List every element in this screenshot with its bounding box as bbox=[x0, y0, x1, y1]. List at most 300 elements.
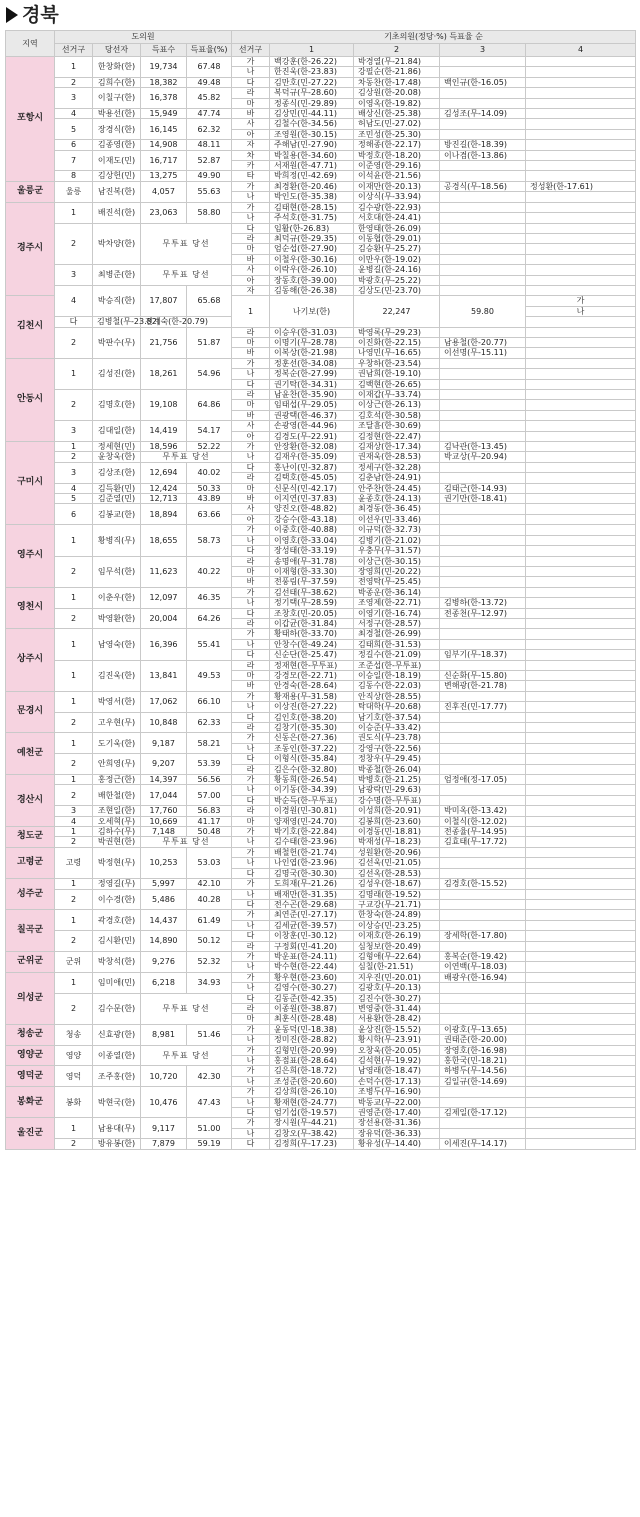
provincial-rate: 51.46 bbox=[187, 1024, 232, 1045]
candidate-cell bbox=[526, 77, 636, 87]
basic-district: 가 bbox=[232, 972, 270, 982]
provincial-winner: 이수경(한) bbox=[93, 889, 141, 910]
provincial-rate: 56.83 bbox=[187, 806, 232, 816]
candidate-cell bbox=[526, 233, 636, 243]
candidate-cell bbox=[526, 317, 636, 327]
basic-district: 가 bbox=[232, 951, 270, 961]
candidate-cell: 서재원(한-47.71) bbox=[270, 161, 354, 171]
provincial-winner: 방유봉(한) bbox=[93, 1139, 141, 1149]
candidate-cell: 임활(한-26.83) bbox=[270, 223, 354, 233]
candidate-cell bbox=[526, 171, 636, 181]
candidate-cell: 김수광(한-22.93) bbox=[354, 202, 440, 212]
candidate-cell: 양진오(한-48.82) bbox=[270, 504, 354, 514]
provincial-winner: 박용선(한) bbox=[93, 109, 141, 119]
provincial-district: 1 bbox=[55, 358, 93, 389]
provincial-winner: 김성진(한) bbox=[93, 358, 141, 389]
candidate-cell bbox=[440, 254, 526, 264]
candidate-cell bbox=[526, 681, 636, 691]
candidate-cell bbox=[440, 390, 526, 400]
candidate-cell: 서정구(한-28.57) bbox=[354, 618, 440, 628]
region-name: 영주시 bbox=[6, 525, 55, 587]
provincial-winner: 장경식(한) bbox=[93, 119, 141, 140]
candidate-cell bbox=[526, 337, 636, 347]
provincial-winner: 김상조(한) bbox=[93, 462, 141, 483]
table-row bbox=[6, 910, 636, 920]
candidate-cell bbox=[526, 847, 636, 857]
candidate-cell bbox=[526, 577, 636, 587]
table-row bbox=[6, 462, 636, 472]
basic-district: 아 bbox=[232, 431, 270, 441]
table-row bbox=[6, 660, 636, 670]
provincial-winner: 김시환(민) bbox=[93, 931, 141, 952]
candidate-cell: 신문식(민-42.17) bbox=[270, 483, 354, 493]
region-name: 영천시 bbox=[6, 587, 55, 629]
candidate-cell bbox=[526, 962, 636, 972]
candidate-cell: 강필순(한-21.86) bbox=[354, 67, 440, 77]
candidate-cell bbox=[440, 379, 526, 389]
provincial-rate: 43.89 bbox=[187, 494, 232, 504]
candidate-cell: 조영제(한-22.71) bbox=[354, 598, 440, 608]
candidate-cell bbox=[440, 410, 526, 420]
provincial-votes: 16,396 bbox=[141, 629, 187, 660]
basic-district: 다 bbox=[232, 77, 270, 87]
table-row bbox=[6, 733, 636, 743]
provincial-votes: 9,276 bbox=[141, 951, 187, 972]
candidate-cell: 백강훈(한-26.22) bbox=[270, 57, 354, 67]
region-name: 경주시 bbox=[6, 202, 55, 296]
region-name: 포항시 bbox=[6, 57, 55, 182]
candidate-cell: 김상원(한-20.08) bbox=[354, 88, 440, 98]
provincial-district: 2 bbox=[55, 327, 93, 358]
provincial-district: 2 bbox=[55, 390, 93, 421]
provincial-votes: 13,841 bbox=[141, 660, 187, 691]
candidate-cell bbox=[526, 889, 636, 899]
basic-district: 마 bbox=[232, 98, 270, 108]
provincial-district: 군위 bbox=[55, 951, 93, 972]
provincial-rate: 46.35 bbox=[187, 587, 232, 608]
provincial-rate: 56.56 bbox=[187, 775, 232, 785]
basic-district: 가 bbox=[232, 775, 270, 785]
provincial-winner: 한창화(한) bbox=[93, 57, 141, 78]
candidate-cell: 이규덕(한-32.73) bbox=[354, 525, 440, 535]
candidate-cell: 이만우(한-19.02) bbox=[354, 254, 440, 264]
basic-district: 라 bbox=[232, 723, 270, 733]
basic-district: 가 bbox=[232, 202, 270, 212]
candidate-cell: 이승일(한-18.19) bbox=[354, 670, 440, 680]
candidate-cell: 남용철(한-20.77) bbox=[440, 337, 526, 347]
provincial-rate: 52.87 bbox=[187, 150, 232, 171]
provincial-district: 4 bbox=[55, 109, 93, 119]
candidate-cell bbox=[440, 535, 526, 545]
candidate-cell bbox=[526, 1139, 636, 1149]
table-row bbox=[6, 202, 636, 212]
table-row bbox=[6, 754, 636, 764]
candidate-cell: 김제일(한-17.12) bbox=[440, 1108, 526, 1118]
provincial-district: 2 bbox=[55, 556, 93, 587]
candidate-cell: 권도식(무-23.78) bbox=[354, 733, 440, 743]
candidate-cell bbox=[440, 983, 526, 993]
region-name: 문경시 bbox=[6, 691, 55, 733]
header-winner: 당선자 bbox=[93, 44, 141, 57]
provincial-district: 1 bbox=[55, 629, 93, 660]
basic-district: 사 bbox=[232, 265, 270, 275]
basic-district: 다 bbox=[232, 223, 270, 233]
candidate-cell: 황우현(한-23.60) bbox=[270, 972, 354, 982]
candidate-cell: 구교강(무-21.71) bbox=[354, 899, 440, 909]
basic-district: 다 bbox=[232, 608, 270, 618]
candidate-cell: 박재성(무-18.23) bbox=[354, 837, 440, 847]
candidate-cell: 이준영(한-29.16) bbox=[354, 161, 440, 171]
region-name: 울진군 bbox=[6, 1118, 55, 1149]
provincial-votes: 10,720 bbox=[141, 1066, 187, 1087]
region-name: 구미시 bbox=[6, 442, 55, 525]
page-title bbox=[0, 0, 640, 30]
candidate-cell: 권영준(한-17.40) bbox=[354, 1108, 440, 1118]
candidate-cell bbox=[526, 67, 636, 77]
candidate-cell: 황재용(무-31.58) bbox=[270, 691, 354, 701]
table-row bbox=[6, 140, 636, 150]
candidate-cell bbox=[526, 868, 636, 878]
basic-district: 마 bbox=[232, 816, 270, 826]
provincial-winner: 고우현(무) bbox=[93, 712, 141, 733]
provincial-rate: 53.39 bbox=[187, 754, 232, 775]
provincial-winner: 배한철(한) bbox=[93, 785, 141, 806]
basic-district: 라 bbox=[232, 618, 270, 628]
candidate-cell: 백인규(한-16.05) bbox=[440, 77, 526, 87]
candidate-cell: 이창훈(민-30.12) bbox=[270, 931, 354, 941]
provincial-district: 5 bbox=[55, 494, 93, 504]
region-name: 영덕군 bbox=[6, 1066, 55, 1087]
basic-district: 가 bbox=[232, 733, 270, 743]
provincial-winner: 박영서(한) bbox=[93, 691, 141, 712]
candidate-cell bbox=[526, 379, 636, 389]
candidate-cell bbox=[526, 285, 636, 295]
basic-district: 라 bbox=[232, 233, 270, 243]
basic-district: 가 bbox=[232, 1087, 270, 1097]
provincial-winner: 최병준(한) bbox=[93, 265, 141, 286]
candidate-cell: 장선용(한-31.36) bbox=[354, 1118, 440, 1128]
provincial-votes: 9,187 bbox=[141, 733, 187, 754]
basic-district: 나 bbox=[232, 858, 270, 868]
candidate-cell: 김창오(무-38.42) bbox=[270, 1128, 354, 1138]
candidate-cell: 최경철(한-26.99) bbox=[354, 629, 440, 639]
candidate-cell bbox=[526, 358, 636, 368]
candidate-cell: 김형민(한-20.99) bbox=[270, 1045, 354, 1055]
candidate-cell bbox=[440, 785, 526, 795]
provincial-votes: 16,717 bbox=[141, 150, 187, 171]
candidate-cell bbox=[440, 192, 526, 202]
candidate-cell: 이철우(한-30.16) bbox=[270, 254, 354, 264]
provincial-votes: 14,437 bbox=[141, 910, 187, 931]
candidate-cell bbox=[526, 920, 636, 930]
candidate-cell: 조달흠(한-30.69) bbox=[354, 421, 440, 431]
candidate-cell: 한영태(한-26.09) bbox=[354, 223, 440, 233]
candidate-cell: 이성희(한-20.91) bbox=[354, 806, 440, 816]
basic-district: 마 bbox=[232, 244, 270, 254]
candidate-cell bbox=[526, 629, 636, 639]
provincial-winner: 도기욱(한) bbox=[93, 733, 141, 754]
candidate-cell: 이갑균(한-31.84) bbox=[270, 618, 354, 628]
provincial-votes: 6,218 bbox=[141, 972, 187, 993]
provincial-winner: 임무석(한) bbox=[93, 556, 141, 587]
candidate-cell bbox=[526, 587, 636, 597]
candidate-cell bbox=[526, 1056, 636, 1066]
basic-district: 바 bbox=[232, 348, 270, 358]
basic-district: 나 bbox=[526, 306, 636, 316]
candidate-cell: 조병두(무-16.90) bbox=[354, 1087, 440, 1097]
provincial-votes: 17,760 bbox=[141, 806, 187, 816]
provincial-winner: 김상헌(민) bbox=[93, 171, 141, 181]
provincial-district: 7 bbox=[55, 150, 93, 171]
candidate-cell: 김낙관(한-13.45) bbox=[440, 442, 526, 452]
table-row bbox=[6, 837, 636, 847]
candidate-cell: 나영민(무-16.65) bbox=[354, 348, 440, 358]
candidate-cell bbox=[440, 754, 526, 764]
candidate-cell bbox=[526, 119, 636, 129]
candidate-cell bbox=[526, 1066, 636, 1076]
candidate-cell bbox=[526, 566, 636, 576]
candidate-cell: 나인엽(한-23.96) bbox=[270, 858, 354, 868]
candidate-cell: 임부기(무-18.37) bbox=[440, 650, 526, 660]
uncontested-label: 무투표 당선 bbox=[141, 265, 232, 286]
candidate-cell bbox=[440, 421, 526, 431]
provincial-winner: 안희영(무) bbox=[93, 754, 141, 775]
provincial-rate: 64.26 bbox=[187, 608, 232, 629]
candidate-cell bbox=[526, 254, 636, 264]
candidate-cell: 탁대학(무-20.68) bbox=[354, 702, 440, 712]
basic-district: 가 bbox=[232, 587, 270, 597]
candidate-cell: 김광호(무-20.13) bbox=[354, 983, 440, 993]
candidate-cell: 신순단(한-25.47) bbox=[270, 650, 354, 660]
provincial-votes: 17,807 bbox=[141, 285, 187, 316]
candidate-cell bbox=[526, 483, 636, 493]
provincial-district: 1 bbox=[55, 775, 93, 785]
basic-district: 마 bbox=[232, 400, 270, 410]
provincial-winner: 박정현(무) bbox=[93, 847, 141, 878]
provincial-votes: 19,108 bbox=[141, 390, 187, 421]
candidate-cell bbox=[526, 410, 636, 420]
basic-district: 마 bbox=[232, 337, 270, 347]
candidate-cell: 권태준(한-20.00) bbox=[440, 1035, 526, 1045]
basic-district: 라 bbox=[232, 806, 270, 816]
basic-district: 가 bbox=[232, 57, 270, 67]
candidate-cell: 김태근(한-14.93) bbox=[440, 483, 526, 493]
provincial-winner: 김진욱(한) bbox=[93, 660, 141, 691]
candidate-cell bbox=[526, 764, 636, 774]
candidate-cell: 김춘남(한-24.91) bbox=[354, 473, 440, 483]
table-row bbox=[6, 972, 636, 982]
provincial-district: 3 bbox=[55, 806, 93, 816]
candidate-cell: 이상승(민-23.25) bbox=[354, 920, 440, 930]
candidate-cell: 윤종호(한-24.13) bbox=[354, 494, 440, 504]
provincial-district: 2 bbox=[55, 754, 93, 775]
region-name: 청송군 bbox=[6, 1024, 55, 1045]
candidate-cell: 홍난이(민-32.87) bbox=[270, 462, 354, 472]
candidate-cell bbox=[440, 889, 526, 899]
candidate-cell: 이지연(민-37.83) bbox=[270, 494, 354, 504]
provincial-district: 2 bbox=[55, 608, 93, 629]
provincial-winner: 박승직(한) bbox=[93, 285, 141, 316]
provincial-district: 1 bbox=[55, 972, 93, 993]
provincial-votes: 18,894 bbox=[141, 504, 187, 525]
provincial-winner: 김종영(한) bbox=[93, 140, 141, 150]
provincial-rate: 50.33 bbox=[187, 483, 232, 493]
provincial-rate: 53.03 bbox=[187, 847, 232, 878]
candidate-cell: 이복상(한-21.98) bbox=[270, 348, 354, 358]
candidate-cell bbox=[526, 723, 636, 733]
candidate-cell bbox=[440, 285, 526, 295]
candidate-cell bbox=[526, 442, 636, 452]
candidate-cell: 정미진(한-28.82) bbox=[270, 1035, 354, 1045]
candidate-cell: 김은희(한-18.72) bbox=[270, 1066, 354, 1076]
candidate-cell bbox=[526, 390, 636, 400]
candidate-cell bbox=[526, 275, 636, 285]
candidate-cell: 신순화(무-15.80) bbox=[440, 670, 526, 680]
candidate-cell bbox=[526, 639, 636, 649]
provincial-votes: 8,981 bbox=[141, 1024, 187, 1045]
candidate-cell bbox=[526, 473, 636, 483]
candidate-cell: 권기탁(한-34.31) bbox=[270, 379, 354, 389]
basic-district: 다 bbox=[232, 462, 270, 472]
candidate-cell: 장영호(한-16.98) bbox=[440, 1045, 526, 1055]
basic-district: 가 bbox=[232, 1024, 270, 1034]
region-name: 영양군 bbox=[6, 1045, 55, 1066]
candidate-cell: 방진길(한-18.39) bbox=[440, 140, 526, 150]
candidate-cell: 김석현(무-19.92) bbox=[354, 1056, 440, 1066]
provincial-rate: 66.10 bbox=[187, 691, 232, 712]
candidate-cell bbox=[440, 1118, 526, 1128]
candidate-cell bbox=[526, 369, 636, 379]
candidate-cell: 이재갑(무-33.74) bbox=[354, 390, 440, 400]
provincial-votes: 14,908 bbox=[141, 140, 187, 150]
uncontested-label: 무투표 당선 bbox=[141, 993, 232, 1024]
candidate-cell bbox=[526, 598, 636, 608]
candidate-cell bbox=[526, 931, 636, 941]
provincial-winner: 김하수(무) bbox=[93, 827, 141, 837]
candidate-cell bbox=[526, 421, 636, 431]
candidate-cell: 안창수(한-49.24) bbox=[270, 639, 354, 649]
candidate-cell: 우충무(무-31.57) bbox=[354, 546, 440, 556]
basic-district: 타 bbox=[232, 171, 270, 181]
candidate-cell bbox=[526, 192, 636, 202]
provincial-rate: 67.48 bbox=[187, 57, 232, 78]
candidate-cell: 황동희(한-26.54) bbox=[270, 775, 354, 785]
basic-district: 아 bbox=[232, 129, 270, 139]
candidate-cell: 김상민(민-44.11) bbox=[270, 109, 354, 119]
candidate-cell: 김영수(한-30.27) bbox=[270, 983, 354, 993]
table-row bbox=[6, 452, 636, 462]
provincial-votes: 7,879 bbox=[141, 1139, 187, 1149]
provincial-votes: 18,655 bbox=[141, 525, 187, 556]
basic-district: 바 bbox=[232, 254, 270, 264]
candidate-cell: 김태현(한-28.15) bbox=[270, 202, 354, 212]
candidate-cell: 주해남(민-27.90) bbox=[270, 140, 354, 150]
candidate-cell: 김태희(한-31.53) bbox=[354, 639, 440, 649]
basic-district: 마 bbox=[232, 1014, 270, 1024]
candidate-cell: 심칠(한-21.51) bbox=[354, 962, 440, 972]
candidate-cell: 신동은(한-27.36) bbox=[270, 733, 354, 743]
candidate-cell bbox=[526, 608, 636, 618]
provincial-rate: 51.87 bbox=[187, 327, 232, 358]
candidate-cell: 권기만(한-18.41) bbox=[440, 494, 526, 504]
candidate-cell: 정창우(무-29.45) bbox=[354, 754, 440, 764]
basic-district: 다 bbox=[232, 379, 270, 389]
basic-district: 나 bbox=[232, 1097, 270, 1107]
basic-district: 다 bbox=[232, 993, 270, 1003]
candidate-cell bbox=[440, 129, 526, 139]
basic-district: 자 bbox=[232, 140, 270, 150]
candidate-cell: 김재상(한-17.34) bbox=[354, 442, 440, 452]
candidate-cell: 이진화(한-22.15) bbox=[354, 337, 440, 347]
candidate-cell bbox=[440, 660, 526, 670]
header-rank-4: 4 bbox=[526, 44, 636, 57]
provincial-rate: 52.32 bbox=[187, 951, 232, 972]
basic-district: 나 bbox=[232, 213, 270, 223]
provincial-district: 2 bbox=[55, 993, 93, 1024]
candidate-cell bbox=[440, 795, 526, 805]
basic-district: 가 bbox=[232, 879, 270, 889]
candidate-cell: 장세학(한-17.80) bbox=[440, 931, 526, 941]
candidate-cell: 김형애(무-22.64) bbox=[354, 951, 440, 961]
candidate-cell: 김철수(한-34.56) bbox=[270, 119, 354, 129]
provincial-rate: 59.80 bbox=[440, 296, 526, 327]
provincial-rate: 40.22 bbox=[187, 556, 232, 587]
provincial-district: 1 bbox=[55, 910, 93, 931]
table-row bbox=[6, 525, 636, 535]
basic-district: 라 bbox=[232, 390, 270, 400]
candidate-cell bbox=[526, 775, 636, 785]
candidate-cell bbox=[526, 452, 636, 462]
provincial-rate: 54.17 bbox=[187, 421, 232, 442]
page-title-text: 경북 bbox=[22, 4, 59, 26]
candidate-cell bbox=[440, 473, 526, 483]
provincial-rate: 40.02 bbox=[187, 462, 232, 483]
candidate-cell bbox=[440, 119, 526, 129]
table-row bbox=[6, 171, 636, 181]
provincial-rate: 58.21 bbox=[187, 733, 232, 754]
candidate-cell bbox=[526, 993, 636, 1003]
candidate-cell bbox=[440, 400, 526, 410]
provincial-votes: 14,890 bbox=[141, 931, 187, 952]
candidate-cell: 조동인(한-37.22) bbox=[270, 743, 354, 753]
provincial-votes: 19,734 bbox=[141, 57, 187, 78]
candidate-cell: 조준섭(한-무투표) bbox=[354, 660, 440, 670]
table-row bbox=[6, 57, 636, 67]
provincial-district: 8 bbox=[55, 171, 93, 181]
provincial-district: 1 bbox=[55, 525, 93, 556]
provincial-rate: 65.68 bbox=[187, 285, 232, 316]
candidate-cell: 엄정애(정-17.05) bbox=[440, 775, 526, 785]
basic-district: 가 bbox=[526, 296, 636, 306]
header-rate: 득표율(%) bbox=[187, 44, 232, 57]
candidate-cell: 김선태(무-38.62) bbox=[270, 587, 354, 597]
basic-district: 가 bbox=[232, 442, 270, 452]
provincial-district: 1 bbox=[55, 202, 93, 223]
provincial-rate: 58.73 bbox=[187, 525, 232, 556]
provincial-votes: 12,713 bbox=[141, 494, 187, 504]
candidate-cell: 이철식(한-12.02) bbox=[440, 816, 526, 826]
candidate-cell bbox=[526, 514, 636, 524]
provincial-district: 영양 bbox=[55, 1045, 93, 1066]
candidate-cell bbox=[526, 400, 636, 410]
candidate-cell: 남윤찬(한-35.90) bbox=[270, 390, 354, 400]
candidate-cell bbox=[440, 1003, 526, 1013]
candidate-cell bbox=[526, 879, 636, 889]
candidate-cell bbox=[440, 920, 526, 930]
candidate-cell: 김택호(한-45.05) bbox=[270, 473, 354, 483]
candidate-cell: 박순득(한-무투표) bbox=[270, 795, 354, 805]
candidate-cell bbox=[440, 202, 526, 212]
